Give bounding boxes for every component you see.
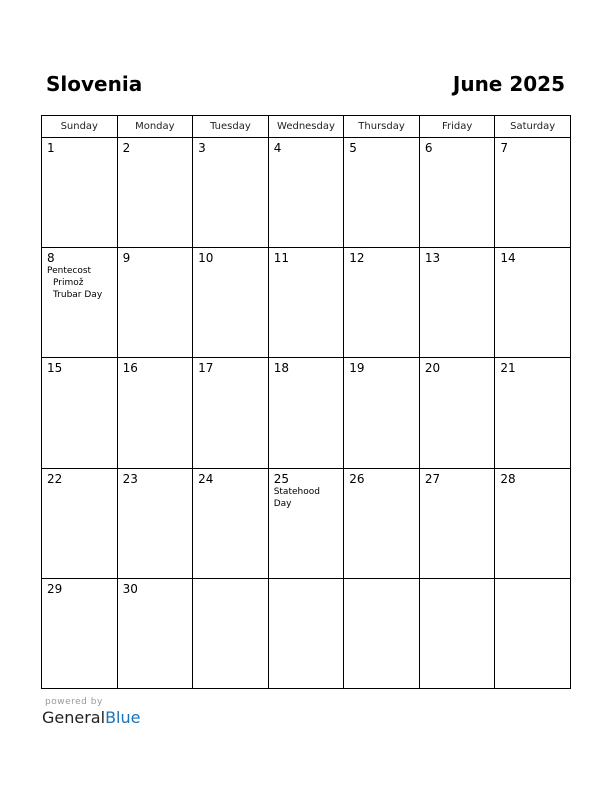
day-number: 1 xyxy=(47,141,55,155)
day-number: 25 xyxy=(273,471,289,486)
calendar-day-cell xyxy=(344,358,420,468)
day-number: 13 xyxy=(424,251,441,266)
calendar-day-cell xyxy=(193,138,269,248)
brand-blue-text: Blue xyxy=(105,708,141,727)
calendar-day-cell xyxy=(42,578,118,688)
day-number: 30 xyxy=(122,581,138,596)
calendar-day-cell xyxy=(495,358,571,468)
calendar-day-cell xyxy=(419,358,495,468)
calendar-grid xyxy=(41,115,571,689)
calendar-day-cell xyxy=(42,358,118,468)
calendar-day-cell xyxy=(419,578,495,688)
calendar-day-cell xyxy=(117,578,193,688)
powered-by-text: powered by xyxy=(45,697,103,707)
calendar-day-cell xyxy=(268,468,344,578)
calendar-day-cell xyxy=(42,468,118,578)
calendar-day-cell xyxy=(193,578,269,688)
calendar-day-cell xyxy=(495,578,571,688)
day-number: 14 xyxy=(500,251,516,266)
weekday-header-row xyxy=(42,116,571,138)
day-number: 2 xyxy=(122,141,131,155)
calendar-country-title: Slovenia xyxy=(46,72,143,96)
day-number: 28 xyxy=(500,471,516,486)
day-number: 7 xyxy=(500,141,509,155)
day-number: 22 xyxy=(47,471,63,486)
day-number: 3 xyxy=(198,141,206,155)
generalblue-logo[interactable] xyxy=(42,708,140,727)
day-number: 4 xyxy=(273,141,282,155)
calendar-day-cell xyxy=(495,138,571,248)
holiday-label: Primož Trubar Day xyxy=(53,278,103,301)
holiday-label: Statehood Day xyxy=(273,486,320,509)
day-number: 5 xyxy=(349,141,357,155)
weekday-friday: Friday xyxy=(419,116,495,138)
calendar-day-cell xyxy=(193,248,269,358)
calendar-week-row xyxy=(42,248,571,358)
calendar-day-cell xyxy=(419,248,495,358)
day-number: 21 xyxy=(500,361,516,376)
calendar-day-cell xyxy=(495,468,571,578)
weekday-thursday: Thursday xyxy=(344,116,420,138)
day-number: 24 xyxy=(198,471,214,486)
day-number: 20 xyxy=(424,361,441,376)
day-number: 26 xyxy=(349,471,365,486)
day-number: 29 xyxy=(47,581,63,596)
day-number: 17 xyxy=(198,361,214,376)
calendar-day-cell xyxy=(344,138,420,248)
brand-general-text: General xyxy=(42,708,106,727)
day-number: 19 xyxy=(349,361,365,376)
calendar-day-cell xyxy=(193,358,269,468)
day-number: 23 xyxy=(122,471,138,486)
calendar-day-cell xyxy=(419,138,495,248)
weekday-saturday: Saturday xyxy=(495,116,571,138)
calendar-day-cell xyxy=(344,468,420,578)
weekday-sunday: Sunday xyxy=(42,116,118,138)
calendar-week-row xyxy=(42,468,571,578)
calendar-body xyxy=(42,138,571,689)
calendar-day-cell xyxy=(42,138,118,248)
day-number: 15 xyxy=(47,361,63,376)
calendar-month-title: June 2025 xyxy=(452,72,565,96)
holiday-label: Pentecost xyxy=(47,266,92,277)
calendar-day-cell xyxy=(42,248,118,358)
weekday-tuesday: Tuesday xyxy=(193,116,269,138)
day-number: 18 xyxy=(273,361,289,376)
day-number: 12 xyxy=(349,251,365,266)
day-number: 8 xyxy=(47,251,55,266)
calendar-day-cell xyxy=(268,138,344,248)
weekday-wednesday: Wednesday xyxy=(268,116,344,138)
calendar-day-cell xyxy=(344,248,420,358)
day-number: 27 xyxy=(424,471,441,486)
calendar-day-cell xyxy=(268,248,344,358)
calendar-day-cell xyxy=(193,468,269,578)
calendar-week-row xyxy=(42,138,571,248)
calendar-day-cell xyxy=(495,248,571,358)
calendar-day-cell xyxy=(117,358,193,468)
calendar-day-cell xyxy=(117,248,193,358)
day-number: 9 xyxy=(122,251,131,266)
day-number: 11 xyxy=(273,251,289,266)
weekday-monday: Monday xyxy=(117,116,193,138)
calendar-day-cell xyxy=(268,578,344,688)
calendar-day-cell xyxy=(117,468,193,578)
day-number: 10 xyxy=(198,251,214,266)
calendar-day-cell xyxy=(117,138,193,248)
calendar-week-row xyxy=(42,578,571,688)
calendar-day-cell xyxy=(344,578,420,688)
day-number: 16 xyxy=(122,361,138,376)
calendar-week-row xyxy=(42,358,571,468)
calendar-day-cell xyxy=(268,358,344,468)
calendar-day-cell xyxy=(419,468,495,578)
day-number: 6 xyxy=(424,141,433,155)
